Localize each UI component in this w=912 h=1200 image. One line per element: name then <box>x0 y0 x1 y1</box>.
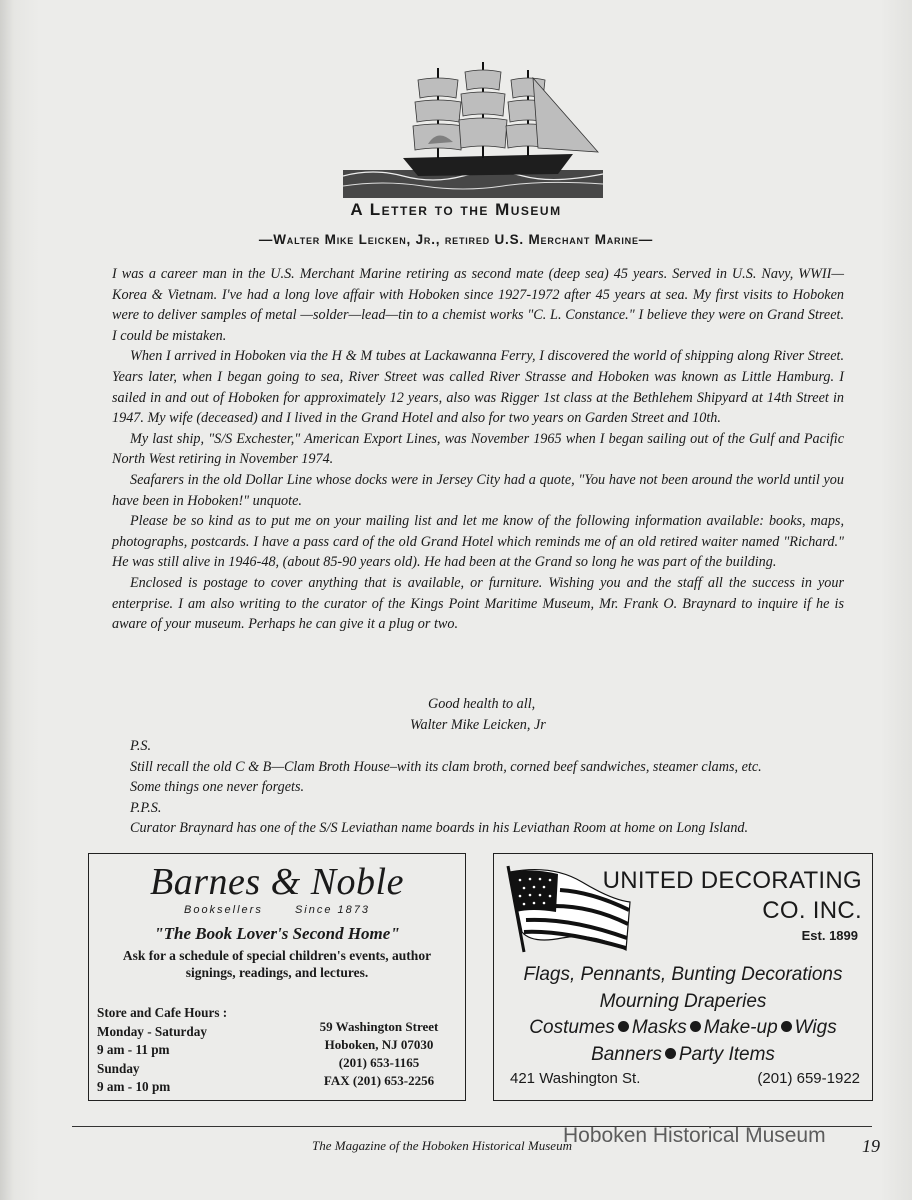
company-name-line: CO. INC. <box>762 897 862 924</box>
barnes-noble-tagline: "The Book Lover's Second Home" <box>154 924 400 943</box>
ps-text: Some things one never forgets. <box>130 779 305 795</box>
pps-label: P.P.S. <box>130 799 162 816</box>
hours-line: 9 am - 10 pm <box>97 1079 171 1094</box>
service-line <box>494 1015 872 1042</box>
postscripts <box>130 736 850 839</box>
pps-text: Curator Braynard has one of the S/S Leviathan name boards in his Leviathan Room at home on Long Island. <box>130 820 749 836</box>
service-wigs: Wigs <box>794 1017 837 1038</box>
barnes-noble-events: Ask for a schedule of special children's events, author signings, readings, and lectures. <box>122 948 432 980</box>
barnes-noble-subtitle <box>89 904 465 916</box>
ps-label: P.S. <box>130 738 152 754</box>
service-party-items: Party Items <box>678 1043 775 1065</box>
service-banners: Banners <box>591 1043 662 1065</box>
smiley-bullet-icon <box>665 1048 676 1059</box>
service-makeup: Make-up <box>703 1017 778 1038</box>
hours-line: Monday - Saturday <box>97 1023 207 1039</box>
united-decorating-ad <box>493 853 873 1101</box>
company-name-line: UNITED DECORATING <box>602 867 862 894</box>
fax-line: FAX (201) 653-2256 <box>323 1073 435 1088</box>
page-number: 19 <box>862 1136 880 1156</box>
service-line: Mourning Draperies <box>599 990 767 1012</box>
established-year: Est. 1899 <box>801 928 858 943</box>
barnes-noble-ad <box>88 853 466 1101</box>
letter-paragraph: I was a career man in the U.S. Merchant Marine retiring as second mate (deep sea) 45 years. Served in U.S. Navy, WWII—Korea & Vietnam. I've had a long love affair with Hoboken since 1927-1972 after 45 years at sea. My first visits to Hoboken were to deliver samples of metal —solder—lead—tin to a chemist works "C. L. Constance." I believe they were on Grand Street. I could be mistaken. <box>112 266 844 344</box>
letter-body <box>112 264 844 635</box>
service-costumes: Costumes <box>529 1017 615 1038</box>
sailing-ship-engraving <box>343 58 603 198</box>
smiley-bullet-icon <box>618 1021 629 1032</box>
hours-heading: Store and Cafe Hours : <box>97 1005 228 1020</box>
magazine-footer: The Magazine of the Hoboken Historical Museum <box>312 1138 572 1153</box>
store-address <box>299 1018 459 1090</box>
united-decorating-name <box>603 866 862 926</box>
service-line: Flags, Pennants, Bunting Decorations <box>523 964 843 985</box>
signature-name: Walter Mike Leicken, Jr <box>410 716 546 733</box>
phone-line: (201) 653-1165 <box>338 1055 420 1070</box>
letter-closing <box>410 694 546 735</box>
letter-paragraph: When I arrived in Hoboken via the H & M tubes at Lackawanna Ferry, I discovered the world of shipping along River Street. Years later, when I began going to sea, River Street was called River Strasse and Hoboken was known as Little Hamburg. I sailed in and out of Hoboken for approximately 12 years, also was Rigger 1st class at the Bethlehem Shipyard at 14th Street in 1947. My wife (deceased) and I lived in the Grand Hotel and also for two years on Garden Street and 10th. <box>112 348 844 427</box>
ps-text: Still recall the old C & B—Clam Broth House–with its clam broth, corned beef sandwiches, steamer clams, etc. <box>130 758 762 775</box>
store-address: 421 Washington St. <box>510 1070 641 1087</box>
barnes-noble-logo: Barnes & Noble <box>150 861 404 903</box>
store-phone: (201) 659-1922 <box>757 1070 860 1087</box>
letter-paragraph: My last ship, "S/S Exchester," American Export Lines, was November 1965 when I began sailing out of the Gulf and Pacific North West retiring in November 1974. <box>112 430 844 468</box>
services-list <box>494 962 872 1068</box>
smiley-bullet-icon <box>690 1021 701 1032</box>
since-label: Since 1873 <box>294 904 371 916</box>
service-line <box>494 1042 872 1069</box>
smiley-bullet-icon <box>781 1021 792 1032</box>
address-line: 59 Washington Street <box>319 1019 439 1034</box>
booksellers-label: Booksellers <box>183 904 263 916</box>
article-title: A Letter to the Museum <box>350 200 562 219</box>
hours-line: Sunday <box>97 1060 140 1076</box>
store-hours <box>97 1004 227 1097</box>
address-line: Hoboken, NJ 07030 <box>324 1037 434 1052</box>
united-decorating-contact <box>510 1070 860 1087</box>
service-masks: Masks <box>631 1017 687 1038</box>
hours-line: 9 am - 11 pm <box>97 1042 170 1057</box>
museum-watermark: Hoboken Historical Museum <box>563 1124 826 1147</box>
letter-paragraph: Seafarers in the old Dollar Line whose docks were in Jersey City had a quote, "You have not been around the world until you have been in Hoboken!" unquote. <box>112 471 844 509</box>
article-byline: —Walter Mike Leicken, Jr., retired U.S. Merchant Marine— <box>258 232 654 247</box>
letter-paragraph: Enclosed is postage to cover anything that is available, or furniture. Wishing you and the staff all the success in your enterprise. I am also writing to the curator of the Kings Point Maritime Museum, Mr. Frank O. Braynard to inquire if he is aware of your museum. Perhaps he can give it a plug or two. <box>112 574 844 633</box>
letter-paragraph: Please be so kind as to put me on your mailing list and let me know of the following information available: books, maps, photographs, postcards. I have a pass card of the old Grand Hotel which reminds me of an old retired waiter named "Richard." He was still alive in 1946-48, (about 85-90 years old). He had been at the Grand so long he was part of the building. <box>112 513 844 571</box>
closing-line: Good health to all, <box>428 696 536 712</box>
